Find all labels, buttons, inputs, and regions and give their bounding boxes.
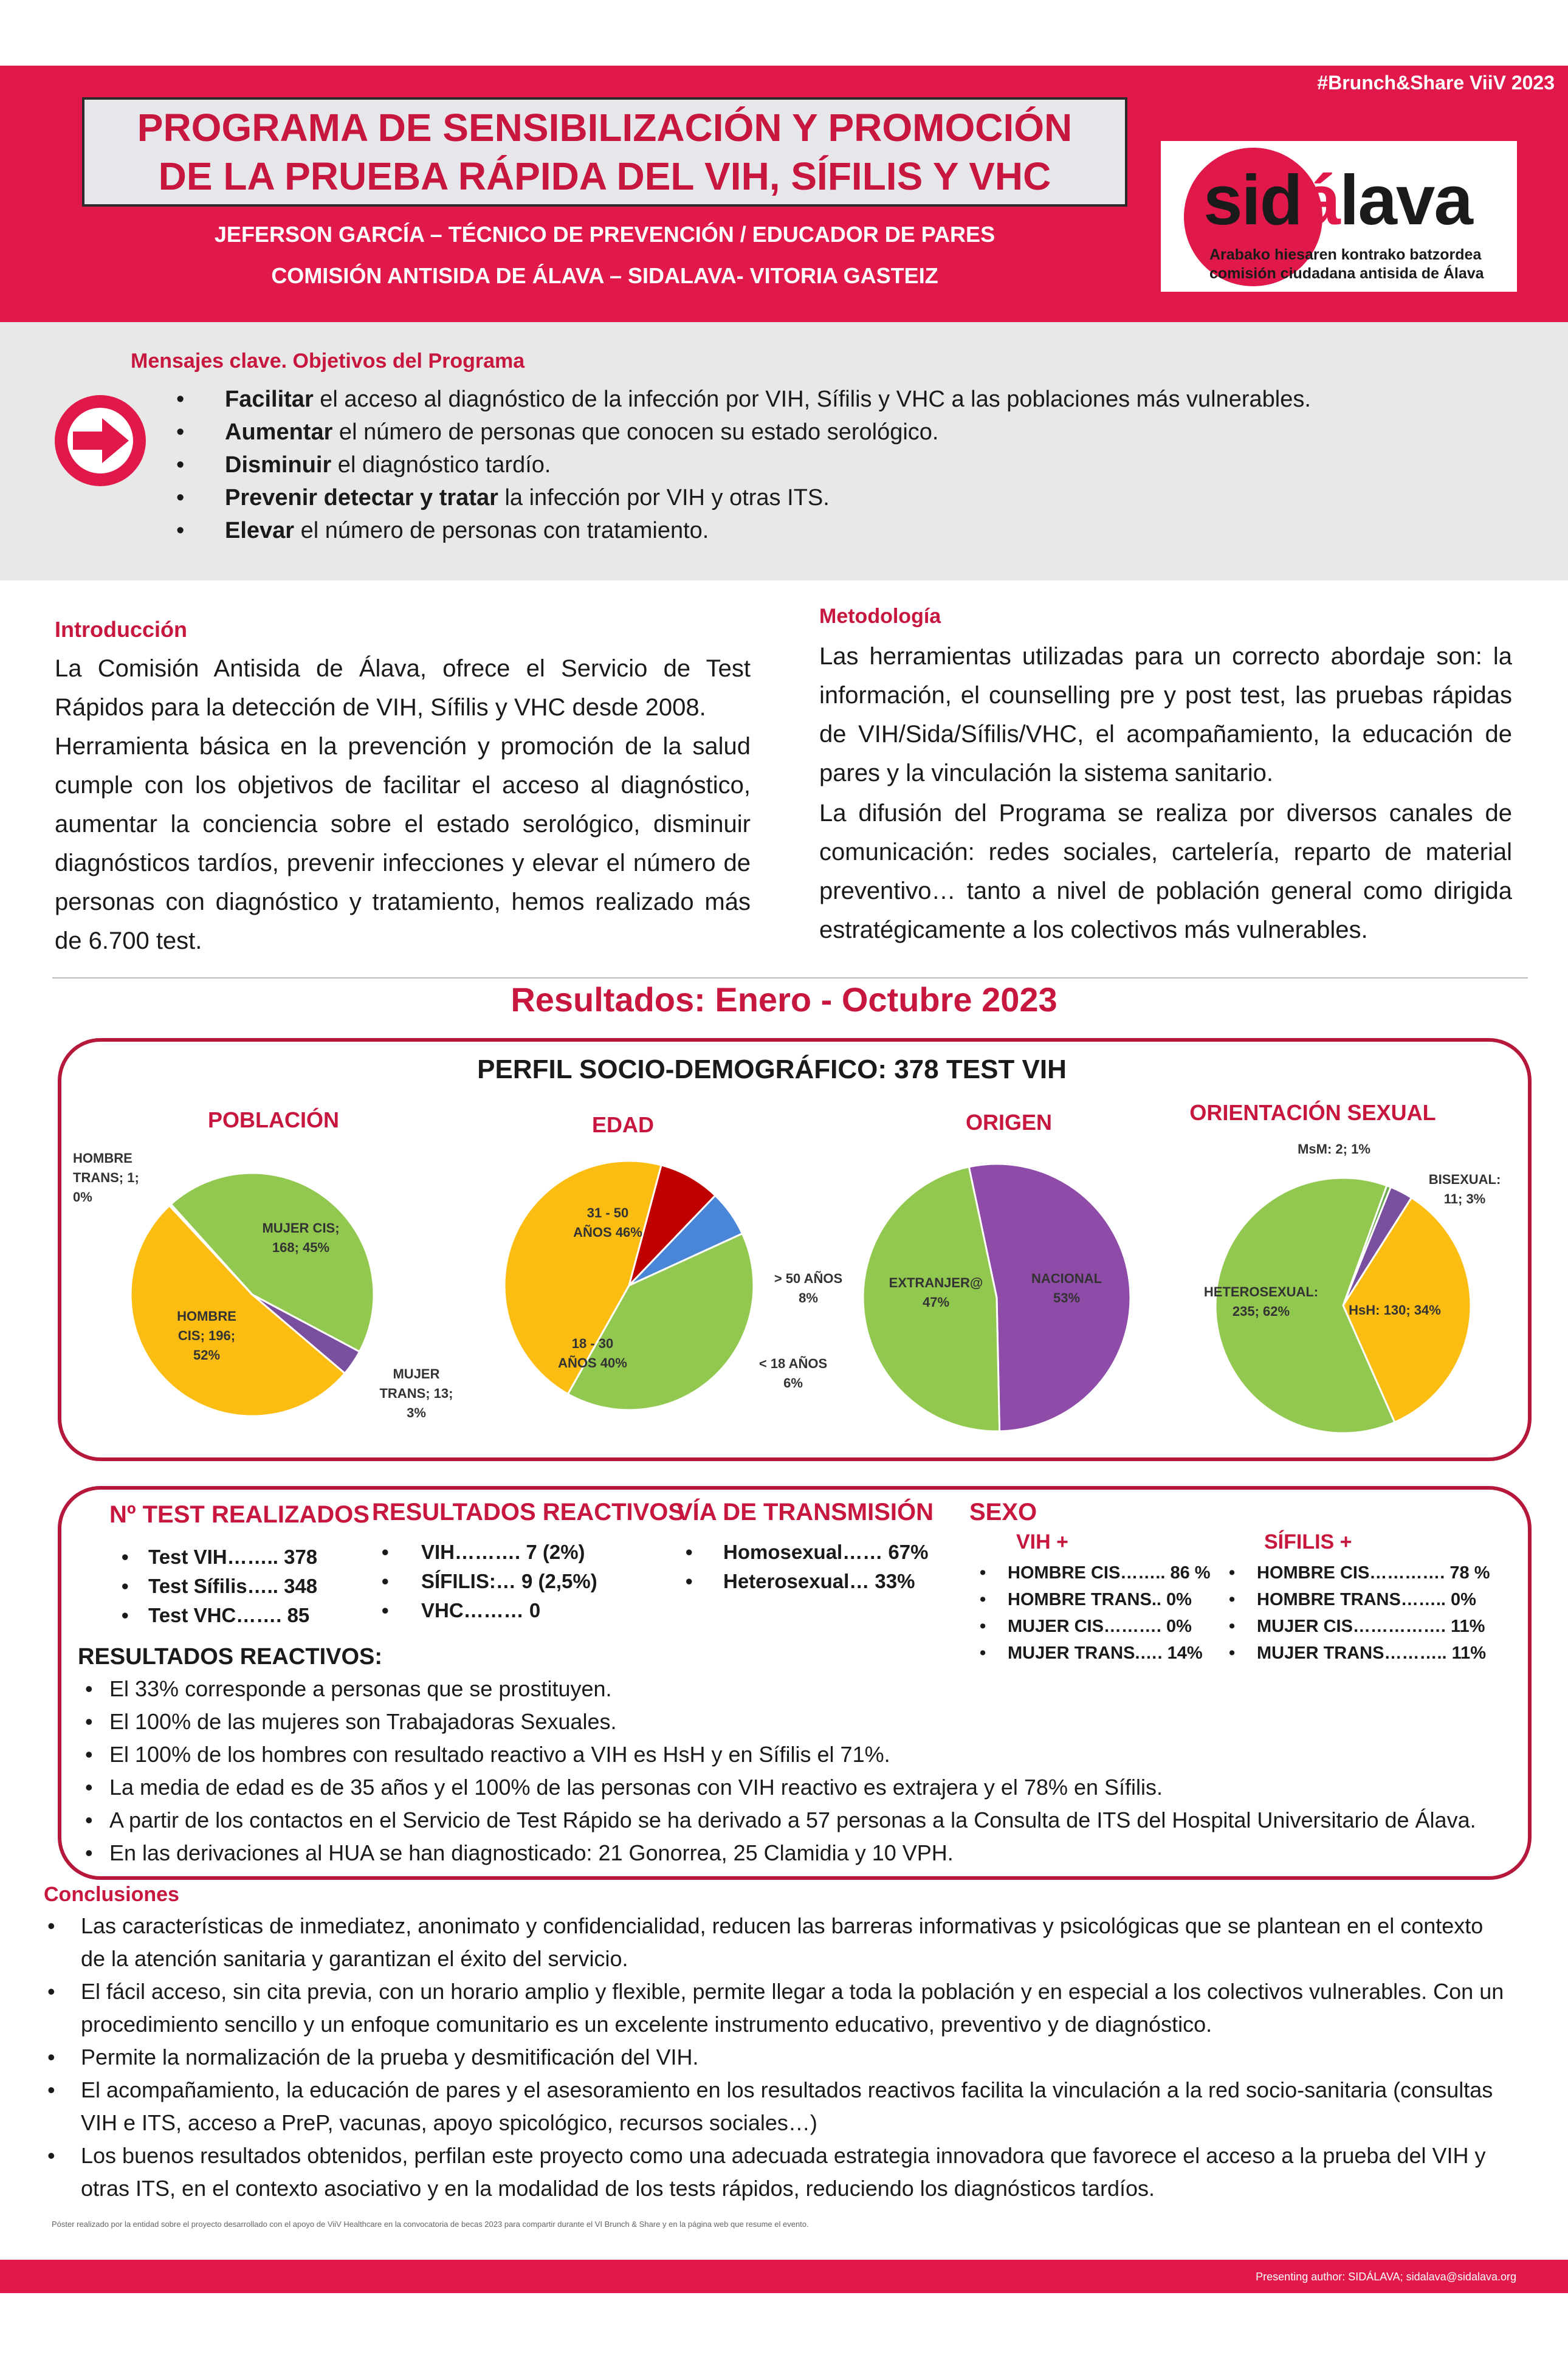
event-tag: #Brunch&Share ViiV 2023	[1317, 72, 1555, 94]
sexo-sifilis-title: SÍFILIS +	[1264, 1530, 1352, 1553]
intro-heading: Introducción	[55, 617, 187, 642]
pie-label-hombre-trans: HOMBRE TRANS; 1; 0%	[73, 1151, 139, 1205]
reactive-result-item	[85, 1705, 616, 1738]
via-item-text: Heterosexual… 33%	[723, 1570, 915, 1592]
author-name: JEFERSON GARCÍA – TÉCNICO DE PREVENCIÓN / EDUCADOR DE PARES	[214, 222, 995, 247]
pie-label-msm: MsM: 2; 1%	[1298, 1141, 1370, 1157]
via-item	[686, 1567, 915, 1596]
pie-label-hombre-cis: HOMBRE CIS; 196; 52%	[177, 1309, 236, 1363]
bullet: •	[176, 452, 185, 478]
reactive-item	[382, 1538, 585, 1567]
bullet: •	[47, 2143, 55, 2168]
presenting-author: Presenting author: SIDÁLAVA; sidalava@sidalava.org	[1256, 2271, 1516, 2283]
bullet: •	[122, 1575, 129, 1597]
bullet: •	[382, 1541, 389, 1563]
sexo-vih-item-text: HOMBRE TRANS.. 0%	[1008, 1590, 1192, 1609]
conclusions-heading: Conclusiones	[44, 1883, 179, 1906]
sexo-sifilis-item	[1229, 1560, 1490, 1586]
pie-label-extranjero: EXTRANJER@ 47%	[889, 1275, 983, 1310]
sexo-vih-item-text: MUJER TRANS.…. 14%	[1008, 1643, 1203, 1663]
method-paragraph-1: Las herramientas utilizadas para un correcto abordaje son: la información, el counselling pre y post test, las pruebas rápidas de VIH/Sida/Sífilis/VHC, el acompañamiento, la educación de pares y la vinculación la sistema sanitario.	[819, 643, 1512, 786]
reactive-result-item	[85, 1673, 612, 1705]
reactive-result-text: La media de edad es de 35 años y el 100% de las personas con VIH reactivo es extrajera y el 78% en Sífilis.	[109, 1775, 1163, 1800]
bullet: •	[1229, 1643, 1236, 1663]
pie-title-edad: EDAD	[591, 1112, 654, 1137]
bullet: •	[686, 1570, 693, 1592]
reactive-item-text: VHC……… 0	[421, 1599, 541, 1622]
results-title: Resultados: Enero - Octubre 2023	[511, 980, 1057, 1019]
logo-subtitle-1: Arabako hiesaren kontrako batzordea	[1209, 246, 1482, 263]
tests-item-text: Test VHC……. 85	[148, 1604, 310, 1626]
conclusion-text: El acompañamiento, la educación de pares y el asesoramiento en los resultados reactivos facilita la vinculación a la red socio-sanitaria (consultas VIH e ITS, acceso a PreP, vacunas, apoyo spicológico, recursos sociales…)	[81, 2077, 1493, 2135]
footnote: Póster realizado por la entidad sobre el proyecto desarrollado con el apoyo de ViiV Healthcare en la convocatoria de becas 2023 para compartir durante el VI Brunch & Share y en la página web que resume el evento.	[52, 2220, 809, 2229]
key-message-text: el número de personas con tratamiento.	[294, 518, 709, 543]
reactive-result-text: En las derivaciones al HUA se han diagnosticado: 21 Gonorrea, 25 Clamidia y 10 VPH.	[109, 1840, 954, 1865]
pie-label-31-50: 31 - 50 AÑOS 46%	[573, 1205, 642, 1240]
sexo-vih-item	[980, 1613, 1192, 1640]
sexo-sifilis-item	[1229, 1613, 1485, 1640]
reactive-result-text: El 100% de las mujeres son Trabajadoras Sexuales.	[109, 1709, 617, 1734]
bullet: •	[47, 2077, 55, 2102]
reactive-result-item	[85, 1738, 890, 1771]
key-message-bold: Aumentar	[225, 419, 333, 445]
method-heading: Metodología	[819, 605, 941, 628]
reactive-result-item	[85, 1837, 954, 1870]
sexo-sifilis-item-text: HOMBRE TRANS…….. 0%	[1257, 1590, 1476, 1609]
sexo-vih-item	[980, 1560, 1211, 1586]
bullet: •	[382, 1570, 389, 1592]
intro-paragraph-1: La Comisión Antisida de Álava, ofrece el Servicio de Test Rápidos para la detección de VIH, Sífilis y VHC desde 2008.	[55, 655, 751, 721]
reactive-heading: RESULTADOS REACTIVOS	[372, 1499, 685, 1526]
bullet: •	[47, 2045, 55, 2069]
intro-paragraph-2: Herramienta básica en la prevención y promoción de la salud cumple con los objetivos de facilitar el acceso al diagnóstico, aumentar la conciencia sobre el estado serológico, disminuir diagnósticos tardíos, prevenir infecciones y elevar el número de personas con diagnóstico y tratamiento, hemos realizado más de 6.700 test.	[55, 733, 751, 954]
conclusion-item	[47, 1910, 1509, 1975]
conclusion-text: El fácil acceso, sin cita previa, con un horario amplio y flexible, permite llegar a toda la población y en especial a los colectivos vulnerables. Con un procedimiento sencillo y un enfoque comunitario es un excelente instrumento educativo, preventivo y de diagnóstico.	[81, 1979, 1504, 2037]
bullet: •	[176, 387, 185, 412]
pie-title-orientacion: ORIENTACIÓN SEXUAL	[1189, 1100, 1436, 1125]
bullet: •	[85, 1742, 93, 1767]
conclusion-text: Permite la normalización de la prueba y desmitificación del VIH.	[81, 2045, 699, 2069]
reactive-item	[382, 1567, 597, 1596]
sexo-sifilis-item	[1229, 1640, 1486, 1667]
sexo-sifilis-item-text: MUJER CIS……………. 11%	[1257, 1617, 1485, 1636]
bullet: •	[176, 518, 185, 543]
tests-item-text: Test Sífilis….. 348	[148, 1575, 318, 1597]
pie-label-mayor-50: > 50 AÑOS 8%	[774, 1271, 843, 1306]
key-message-bold: Facilitar	[225, 387, 314, 412]
bullet: •	[1229, 1563, 1236, 1583]
tests-item	[122, 1543, 317, 1572]
sexo-sifilis-item-text: HOMBRE CIS…………. 78 %	[1257, 1563, 1490, 1583]
reactive-item-text: VIH………. 7 (2%)	[421, 1541, 585, 1563]
method-paragraph-2: La difusión del Programa se realiza por diversos canales de comunicación: redes sociales, cartelería, reparto de material preventivo… tanto a nivel de población general como dirigida estratégicamente a los colectivos más vulnerables.	[819, 800, 1512, 943]
tests-item	[122, 1601, 309, 1630]
logo-subtitle-2: comisión ciudadana antisida de Álava	[1209, 265, 1484, 282]
sexo-vih-title: VIH +	[1016, 1530, 1068, 1553]
key-message-bold: Prevenir detectar y tratar	[225, 485, 498, 511]
pie-label-heterosexual: HETEROSEXUAL: 235; 62%	[1203, 1284, 1319, 1319]
logo-word-accent: á	[1301, 160, 1340, 239]
bullet: •	[47, 1913, 55, 1938]
bullet: •	[176, 485, 185, 511]
bullet: •	[980, 1590, 986, 1609]
bullet: •	[980, 1563, 986, 1583]
reactive-item-text: SÍFILIS:… 9 (2,5%)	[421, 1570, 597, 1592]
pie-label-bisexual: BISEXUAL: 11; 3%	[1428, 1172, 1501, 1206]
conclusion-text: Los buenos resultados obtenidos, perfilan este proyecto como una adecuada estrategia innovadora que favorece el acceso a la prueba del VIH y otras ITS, en el contexto asociativo y en la modalidad de los tests rápidos, reduciendo los diagnósticos tardíos.	[81, 2143, 1486, 2201]
pie-label-nacional: NACIONAL 53%	[1031, 1271, 1102, 1306]
pie-title-poblacion: POBLACIÓN	[208, 1107, 339, 1132]
bullet: •	[85, 1840, 93, 1865]
key-message-bold: Disminuir	[225, 452, 332, 478]
bullet: •	[1229, 1617, 1236, 1636]
key-messages-heading: Mensajes clave. Objetivos del Programa	[131, 349, 525, 373]
bullet: •	[980, 1643, 986, 1663]
key-message-bold: Elevar	[225, 518, 295, 543]
reactive-results-heading: RESULTADOS REACTIVOS:	[78, 1644, 383, 1670]
bullet: •	[85, 1775, 93, 1800]
title-line-1: PROGRAMA DE SENSIBILIZACIÓN Y PROMOCIÓN	[137, 106, 1073, 150]
conclusion-item	[47, 2041, 1509, 2074]
bullet: •	[686, 1541, 693, 1563]
tests-item-text: Test VIH…….. 378	[148, 1546, 318, 1568]
key-message-text: el acceso al diagnóstico de la infección por VIH, Sífilis y VHC a las poblaciones más vulnerables.	[313, 387, 1311, 412]
reactive-result-text: A partir de los contactos en el Servicio de Test Rápido se ha derivado a 57 personas a la Consulta de ITS del Hospital Universitario de Álava.	[109, 1808, 1476, 1832]
via-item-text: Homosexual…… 67%	[723, 1541, 929, 1563]
author-affiliation: COMISIÓN ANTISIDA DE ÁLAVA – SIDALAVA- VITORIA GASTEIZ	[271, 263, 938, 288]
tests-heading: Nº TEST REALIZADOS	[109, 1501, 370, 1528]
conclusion-text: Las características de inmediatez, anonimato y confidencialidad, reducen las barreras informativas y psicológicas que se plantean en el contexto de la atención sanitaria y garantizan el éxito del servicio.	[81, 1913, 1484, 1971]
via-heading: VÍA DE TRANSMISIÓN	[676, 1499, 934, 1526]
bullet: •	[85, 1676, 93, 1701]
perfil-title: PERFIL SOCIO-DEMOGRÁFICO: 378 TEST VIH	[477, 1054, 1067, 1084]
reactive-result-text: El 33% corresponde a personas que se prostituyen.	[109, 1676, 612, 1701]
pie-title-origen: ORIGEN	[965, 1110, 1052, 1135]
sexo-vih-item-text: MUJER CIS………. 0%	[1008, 1617, 1192, 1636]
reactive-item	[382, 1596, 540, 1625]
bullet: •	[122, 1604, 129, 1626]
key-message-text: el número de personas que conocen su estado serológico.	[332, 419, 939, 445]
via-item	[686, 1538, 928, 1567]
bullet: •	[85, 1808, 93, 1832]
bullet: •	[1229, 1590, 1236, 1609]
reactive-result-text: El 100% de los hombres con resultado reactivo a VIH es HsH y en Sífilis el 71%.	[109, 1742, 890, 1767]
sexo-vih-item	[980, 1640, 1203, 1667]
conclusion-item	[47, 1975, 1509, 2041]
key-message-text: el diagnóstico tardío.	[331, 452, 551, 478]
bullet: •	[980, 1617, 986, 1636]
conclusion-item	[47, 2139, 1509, 2205]
pie-label-18-30: 18 - 30 AÑOS 40%	[558, 1336, 627, 1371]
pie-label-hsh: HsH: 130; 34%	[1349, 1302, 1441, 1318]
reactive-result-item	[85, 1771, 1163, 1804]
pie-label-mujer-trans: MUJER TRANS; 13; 3%	[379, 1366, 453, 1420]
conclusion-item	[47, 2074, 1509, 2139]
logo-word-part: lava	[1339, 160, 1472, 239]
sexo-heading: SEXO	[969, 1499, 1037, 1526]
sexo-sifilis-item-text: MUJER TRANS……….. 11%	[1257, 1643, 1487, 1663]
bullet: •	[176, 419, 185, 445]
bullet: •	[47, 1979, 55, 2004]
bullet: •	[122, 1546, 129, 1568]
pie-label-mujer-cis: MUJER CIS; 168; 45%	[262, 1220, 340, 1255]
sexo-vih-item	[980, 1586, 1192, 1613]
pie-label-menor-18: < 18 AÑOS 6%	[758, 1356, 828, 1391]
tests-item	[122, 1572, 317, 1601]
logo-word-part: sid	[1203, 160, 1302, 239]
bullet: •	[382, 1599, 389, 1622]
title-line-2: DE LA PRUEBA RÁPIDA DEL VIH, SÍFILIS Y VHC	[158, 154, 1051, 198]
reactive-result-item	[85, 1804, 1476, 1837]
sexo-vih-item-text: HOMBRE CIS…….. 86 %	[1008, 1563, 1211, 1583]
key-message-text: la infección por VIH y otras ITS.	[498, 485, 830, 511]
sexo-sifilis-item	[1229, 1586, 1476, 1613]
bullet: •	[85, 1709, 93, 1734]
